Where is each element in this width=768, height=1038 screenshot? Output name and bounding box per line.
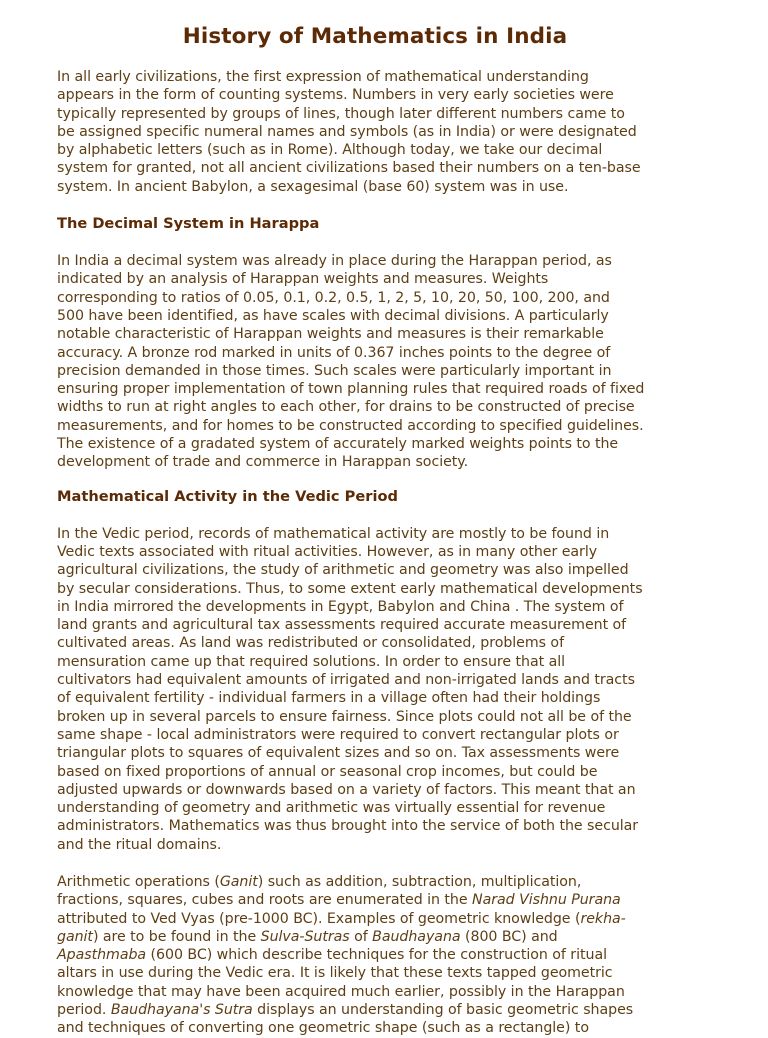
text-line: adjusted upwards or downwards based on a variety of factors. This meant that an	[57, 781, 636, 798]
italic-term: ganit	[57, 928, 93, 945]
text-line: be assigned specific numeral names and symbols (as in India) or were designated	[57, 123, 637, 140]
text-line	[57, 964, 693, 982]
text-line: In India a decimal system was already in place during the Harappan period, as	[57, 253, 612, 270]
text-line: appears in the form of counting systems. Numbers in very early societies were	[57, 87, 614, 104]
paragraph-harappa	[57, 252, 693, 472]
text-line: In the Vedic period, records of mathematical activity are mostly to be found in	[57, 525, 610, 542]
text-line: notable characteristic of Harappan weights and measures is their remarkable	[57, 326, 604, 343]
text-line: Vedic texts associated with ritual activities. However, as in many other early	[57, 543, 598, 560]
text-line: cultivators had equivalent amounts of irrigated and non-irrigated lands and tracts	[57, 672, 635, 689]
text-line: typically represented by groups of lines, though later different numbers came to	[57, 105, 625, 122]
text-line: widths to run at right angles to each other, for drains to be constructed of precise	[57, 399, 635, 416]
text-line: cultivated areas. As land was redistributed or consolidated, problems of	[57, 635, 565, 652]
section-heading-decimal-system: The Decimal System in Harappa	[57, 215, 320, 233]
paragraph-intro	[57, 68, 693, 196]
text-run: of	[349, 928, 373, 945]
text-line: The existence of a gradated system of accurately marked weights points to the	[57, 436, 619, 453]
italic-term: Baudhayana's Sutra	[110, 1002, 253, 1019]
text-line: system. In ancient Babylon, a sexagesimal (base 60) system was in use.	[57, 178, 569, 195]
paragraph-vedic	[57, 525, 693, 854]
text-line: measurements, and for homes to be constructed according to specified guidelines.	[57, 417, 644, 434]
text-line	[57, 1019, 693, 1037]
text-line: administrators. Mathematics was thus brought into the service of both the secular	[57, 818, 639, 835]
text-line: of equivalent fertility - individual farmers in a village often had their holdings	[57, 690, 601, 707]
text-line: mensuration came up that required solutions. In order to ensure that all	[57, 653, 566, 670]
text-line: understanding of geometry and arithmetic was virtually essential for revenue	[57, 800, 606, 817]
text-line	[57, 983, 693, 1001]
text-line: system for granted, not all ancient civilizations based their numbers on a ten-base	[57, 160, 641, 177]
italic-term: Sulva-Sutras	[260, 928, 350, 945]
text-run: and techniques of converting one geometric shape (such as a rectangle) to	[57, 1020, 589, 1037]
text-line	[57, 873, 693, 891]
text-line	[57, 910, 693, 928]
text-run: (800 BC) and	[460, 928, 558, 945]
italic-term: Baudhayana	[372, 928, 461, 945]
text-line: based on fixed proportions of annual or seasonal crop incomes, but could be	[57, 763, 598, 780]
italic-term: Ganit	[219, 873, 258, 890]
text-line: 500 have been identified, as have scales with decimal divisions. A particularly	[57, 307, 609, 324]
text-run: displays an understanding of basic geometric shapes	[252, 1002, 634, 1019]
text-run: knowledge that may have been acquired much earlier, possibly in the Harappan	[57, 983, 625, 1000]
text-line: triangular plots to squares of equivalent sizes and so on. Tax assessments were	[57, 745, 620, 762]
text-line: agricultural civilizations, the study of arithmetic and geometry was also impelled	[57, 562, 629, 579]
text-line: broken up in several parcels to ensure fairness. Since plots could not all be of the	[57, 708, 632, 725]
text-line	[57, 891, 693, 909]
text-line: land grants and agricultural tax assessments required accurate measurement of	[57, 617, 627, 634]
text-run: ) such as addition, subtraction, multiplication,	[257, 873, 582, 890]
text-line	[57, 946, 693, 964]
text-line: by alphabetic letters (such as in Rome). Although today, we take our decimal	[57, 142, 603, 159]
text-run: (600 BC) which describe techniques for the construction of ritual	[146, 947, 607, 964]
text-line: indicated by an analysis of Harappan weights and measures. Weights	[57, 271, 549, 288]
text-line: and the ritual domains.	[57, 836, 222, 853]
document-page	[57, 0, 693, 1038]
section-heading-vedic-period: Mathematical Activity in the Vedic Period	[57, 487, 398, 505]
text-run: fractions, squares, cubes and roots are enumerated in the	[57, 892, 473, 909]
text-run: Arithmetic operations (	[57, 873, 220, 890]
text-run: attributed to Ved Vyas (pre-1000 BC). Examples of geometric knowledge (	[57, 910, 581, 927]
text-line: same shape - local administrators were required to convert rectangular plots or	[57, 726, 619, 743]
italic-term: Apasthmaba	[57, 947, 147, 964]
text-line: development of trade and commerce in Harappan society.	[57, 454, 469, 471]
text-line: ensuring proper implementation of town planning rules that required roads of fixed	[57, 381, 645, 398]
text-run: period.	[57, 1002, 111, 1019]
text-line: in India mirrored the developments in Egypt, Babylon and China . The system of	[57, 598, 624, 615]
paragraph-arithmetic	[57, 873, 693, 1038]
text-line	[57, 928, 693, 946]
text-run: ) are to be found in the	[92, 928, 261, 945]
text-line: accuracy. A bronze rod marked in units of 0.367 inches points to the degree of	[57, 344, 611, 361]
text-line: by secular considerations. Thus, to some extent early mathematical developments	[57, 580, 643, 597]
italic-term: Narad Vishnu Purana	[472, 892, 621, 909]
text-line: corresponding to ratios of 0.05, 0.1, 0.2, 0.5, 1, 2, 5, 10, 20, 50, 100, 200, and	[57, 289, 610, 306]
text-run: altars in use during the Vedic era. It is likely that these texts tapped geometric	[57, 965, 613, 982]
text-line: precision demanded in those times. Such scales were particularly important in	[57, 362, 612, 379]
text-line	[57, 1001, 693, 1019]
italic-term: rekha-	[580, 910, 626, 927]
page-title: History of Mathematics in India	[182, 24, 568, 49]
text-line: In all early civilizations, the first expression of mathematical understanding	[57, 69, 589, 85]
